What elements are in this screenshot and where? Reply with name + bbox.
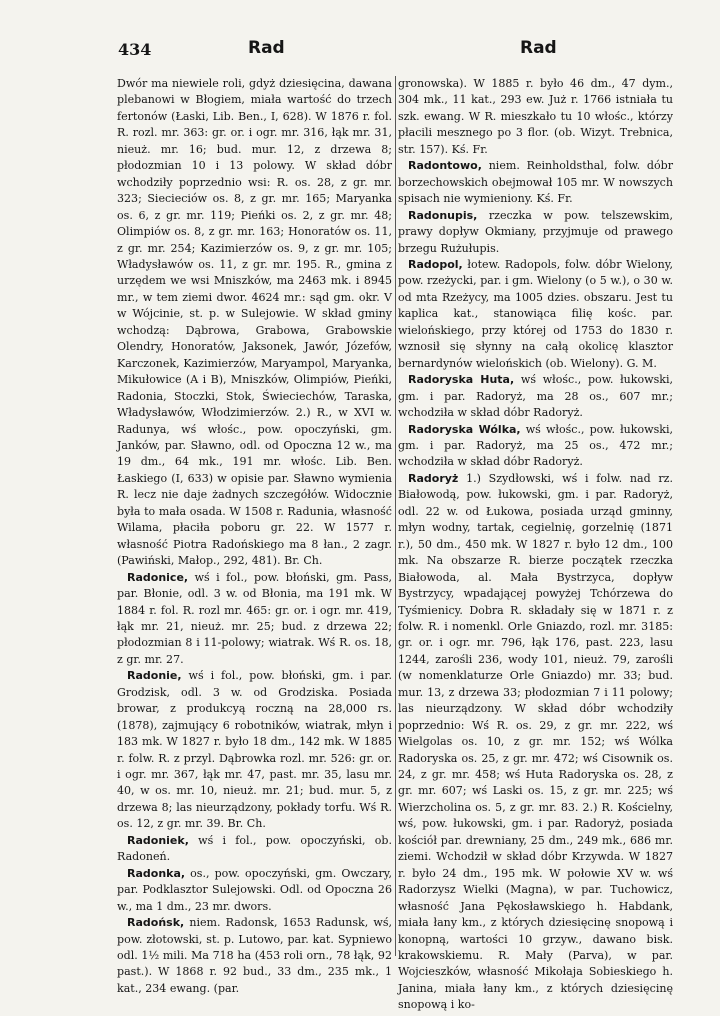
dictionary-entry [398,257,673,372]
dictionary-entry [398,422,673,471]
entry-text: os., pow. opoczyński, gm. Owczary, par. Podklasztor Sulejowski. Odl. od Opoczna 26 w., ma 1 dm., 23 mr. dwors. [117,866,393,913]
entry-text: wś włośc., pow. łukowski, gm. i par. Radoryż, ma 25 os., 472 mr.; wchodziła w skład dóbr Radoryż. [398,422,673,469]
entry-text: wś i fol., pow. błoński, gm. Pass, par. Błonie, odl. 3 w. od Błonia, ma 191 mk. W 1884 r. fol. R. rozl mr. 465: gr. or. i ogr. mr. 419, łąk mr. 21, nieuż. mr. 25; bud. z drzewa 22; płodozmian 8 i 11-polowy; wiatrak. Wś R. os. 18, z gr. mr. 27. [117,570,392,666]
dictionary-entry [398,208,673,257]
dictionary-entry [117,76,392,570]
entry-headword: Radonie, [127,669,182,683]
dictionary-entry [117,915,392,997]
entry-text: niem. Radonsk, 1653 Radunsk, wś, pow. złotowski, st. p. Lutowo, par. kat. Sypniewo odl. 1½ mili. Ma 718 ha (453 roli orn., 78 łąk, 92 past.). W 1868 r. 92 bud., 33 dm., 235 mk., 1 kat., 234 ewang. (par. [117,916,392,995]
dictionary-entry [117,570,392,669]
entry-headword: Radonupis, [408,208,478,222]
page-header [0,38,720,68]
dictionary-entry [117,668,392,833]
dictionary-entry [398,158,673,207]
entry-headword: Radonice, [127,570,189,584]
dictionary-entry [117,833,392,866]
entry-text: Dwór ma niewiele roli, gdyż dziesięcina, dawana plebanowi w Błogiem, miała wartość do trzech fertonów (Łaski, Lib. Ben., I, 628). W 1876 r. fol. R. rozl. mr. 363: gr. or. i ogr. mr. 316, łąk mr. 31, nieuż. mr. 16; bud. mur. 12, z drzewa 8; płodozmian 10 i 13 polowy. W skład dóbr wchodziły poprzednio wsi: R. os. 28, z gr. mr. 323; Siecieciów os. 8, z gr. mr. 165; Maryanka os. 6, z gr. mr. 119; Pieńki os. 2, z gr. mr. 48; Olimpiów os. 8, z gr. mr. 163; Honoratów os. 11, z gr. mr. 254; Kazimierzów os. 9, z gr. mr. 105; Władysławów os. 11, z gr. mr. 195. R., gmina z urzędem we wsi Mniszków, ma 2463 mk. i 8945 mr., w tem ziemi dwor. 4624 mr.: sąd gm. okr. V w Wójcinie, st. p. w Sulejowie. W skład gminy wchodzą: Dąbrowa, Grabowa, Grabowskie Olendry, Honoratów, Jaksonek, Jawór, Józefów, Karczonek, Kazimierzów, Maryampol, Maryanka, Mikułowice (A i B), Mniszków, Olimpiów, Pieńki, Radonia, Stoczki, Stok, Świeciechów, Taraska, Władysławów, Włodzimierzów. 2.) R., w XVI w. Radunya, wś włośc., pow. opoczyński, gm. Janków, par. Sławno, odl. od Opoczna 12 w., ma 19 dm., 64 mk., 191 mr. włośc. Lib. Ben. Łaskiego (I, 633) w opisie par. Sławno wymienia R. lecz nie daje żadnych szczegółów. Widocznie była to mała osada. W 1508 r. Radunia, własność Wilama, płaciła poboru gr. 22. W 1577 r. własność Piotra Radońskiego ma 8 łan., 2 zagr. (Pawiński, Małop., 292, 481). Br. Ch. [117,77,392,568]
entry-text: łotew. Radopols, folw. dóbr Wielony, pow. rzeżycki, par. i gm. Wielony (o 5 w.), o 30 w. od mta Rzeżycy, ma 1005 dzies. obszaru. Jest tu kaplica kat., stanowiąca filię kośc. par. wielońskiego, przy której od 1753 do 1830 r. wznosił się słynny na całą okolicę klasztor bernardynów wielońskich (ob. Wielony). G. M. [398,257,673,370]
entry-text: wś i fol., pow. opoczyński, ob. Radoneń. [117,833,392,864]
entry-text: wś włośc., pow. łukowski, gm. i par. Radoryż, ma 28 os., 607 mr.; wchodziła w skład dóbr Radoryż. [398,373,673,420]
dictionary-entry [398,471,673,1014]
entry-headword: Radontowo, [408,159,482,173]
running-head-right: Rad [520,38,557,58]
entry-headword: Radońsk, [127,916,185,930]
right-column [398,76,674,1012]
entry-headword: Radonka, [127,866,186,880]
entry-headword: Radoryska Huta, [408,373,515,387]
entry-headword: Radoryska Wólka, [408,422,521,436]
dictionary-entry [398,76,673,158]
entry-headword: Radoniek, [127,833,189,847]
entry-text: wś i fol., pow. błoński, gm. i par. Grodzisk, odl. 3 w. od Grodziska. Posiada browar, z produkcyą roczną na 28,000 rs. (1878), zajmujący 6 robotników, wiatrak, młyn i 183 mk. W 1827 r. było 18 dm., 142 mk. W 1885 r. folw. R. z przyl. Dąbrowka rozl. mr. 526: gr. or. i ogr. mr. 367, łąk mr. 47, past. mr. 35, lasu mr. 40, w os. mr. 10, nieuż. mr. 21; bud. mur. 5, z drzewa 8; las nieurządzony, pokłady torfu. Wś R. os. 12, z gr. mr. 39. Br. Ch. [117,669,392,831]
entry-text: gronowska). W 1885 r. było 46 dm., 47 dym., 304 mk., 11 kat., 293 ew. Już r. 1766 istniała tu szk. ewang. W R. mieszkało tu 10 włośc., którzy płacili mesznego po 3 flor. (ob. Wizyt. Trebnica, str. 157). Kś. Fr. [398,77,673,156]
entry-text: niem. Reinholdsthal, folw. dóbr borzechowskich obejmował 105 mr. W nowszych spisach nie wymieniony. Kś. Fr. [398,159,674,206]
entry-text: 1.) Szydłowski, wś i folw. nad rz. Białowodą, pow. łukowski, gm. i par. Radoryż, odl. 22 w. od Łukowa, posiada urząd gminny, młyn wodny, tartak, cegielnię, gorzelnię (1871 r.), 50 dm., 450 mk. W 1827 r. było 12 dm., 100 mk. Na obszarze R. bierze początek rzeczka Białowoda, al. Mała Bystrzyca, dopływ Bystrzycy, wpadającej powyżej Tchórzewa do Tyśmienicy. Dobra R. składały się w 1871 r. z folw. R. i nomenkl. Orle Gniazdo, rozl. mr. 3185: gr. or. i ogr. mr. 796, łąk 176, past. 223, lasu 1244, zarośli 236, wody 101, nieuż. 79, zarośli (w nomenklaturze Orle Gniazdo) mr. 33; bud. mur. 13, z drzewa 33; płodozmian 7 i 11 polowy; las nieurządzony. W skład dóbr wchodziły poprzednio: Wś R. os. 29, z gr. mr. 222, wś Wielgolas os. 10, z gr. mr. 152; wś Wólka Radoryska os. 25, z gr. mr. 472; wś Cisownik os. 24, z gr. mr. 458; wś Huta Radoryska os. 28, z gr. mr. 607; wś Laski os. 15, z gr. mr. 225; wś Wierzcholina os. 5, z gr. mr. 83. 2.) R. Kościelny, wś, pow. łukowski, gm. i par. Radoryż, posiada kościół par. drewniany, 25 dm., 249 mk., 686 mr. ziemi. Wchodził w skład dóbr Krzywda. W 1827 r. było 24 dm., 195 mk. W połowie XV w. wś Radorzysz Wielki (Magna), w par. Tuchowicz, własność Jana Pękosławskiego h. Habdank, miała łany km., z których dziesięcinę snopową i konopną, wartości 10 grzyw., dawano bisk. krakowskiemu. R. Mały (Parva), w par. Wojcieszków, własność Mikołaja Sobieskiego h. Janina, miała łany km., z których dziesięcinę snopową i ko- [398,471,674,1012]
running-head-left: Rad [248,38,285,58]
entry-text: rzeczka w pow. telszewskim, prawy dopływ Okmiany, przyjmuje od prawego brzegu Rużułupis. [398,208,673,255]
left-column [117,76,393,995]
entry-headword: Radopol, [408,257,463,271]
dictionary-entry [398,372,673,421]
page-number: 434 [118,40,152,59]
dictionary-entry [117,866,392,915]
column-divider [395,76,396,956]
entry-headword: Radoryż [408,471,459,485]
